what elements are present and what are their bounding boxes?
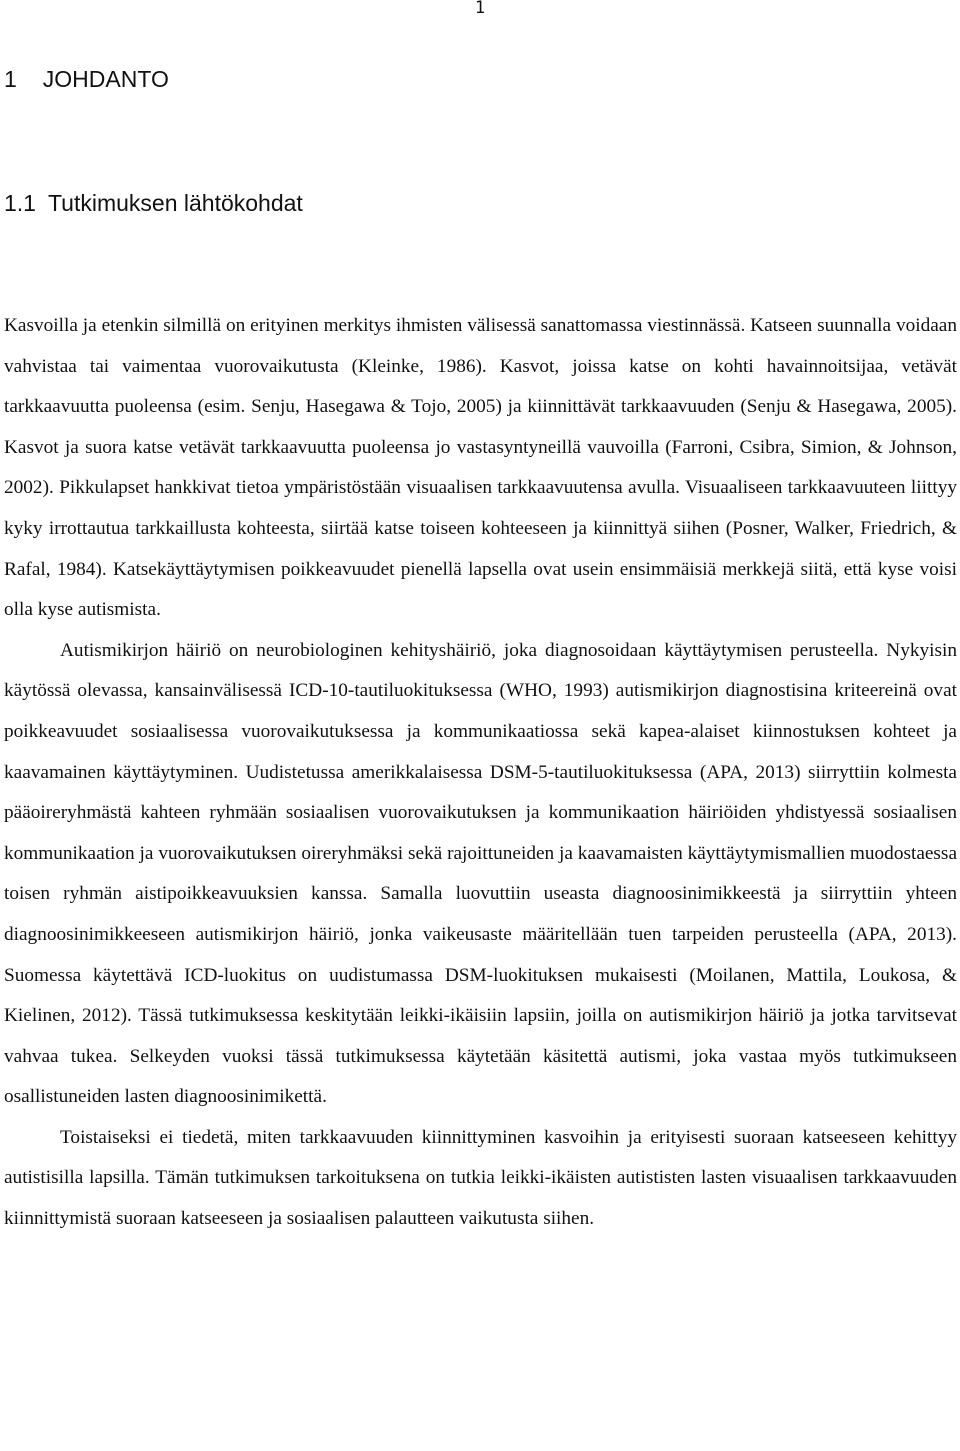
paragraph-1: Kasvoilla ja etenkin silmillä on erityinen merkitys ihmisten välisessä sanattomassa viestinnässä. Katseen suunnalla voidaan vahvistaa tai vaimentaa vuorovaikutusta (Kleinke, 1986). Kasvot, joissa katse on kohti havainnoitsijaa, vetävät tarkkaavuutta puoleensa (esim. Senju, Hasegawa & Tojo, 2005) ja kiinnittävät tarkkaavuuden (Senju & Hasegawa, 2005). Kasvot ja suora katse vetävät tarkkaavuutta puoleensa jo vastasyntyneillä vauvoilla (Farroni, Csibra, Simion, & Johnson, 2002). Pikkulapset hankkivat tietoa ympäristöstään visuaalisen tarkkaavuutensa avulla. Visuaaliseen tarkkaavuuteen liittyy kyky irrottautua tarkkaillusta kohteesta, siirtää katse toiseen kohteeseen ja kiinnittyä siihen (Posner, Walker, Friedrich, & Rafal, 1984). Katsekäyttäytymisen poikkeavuudet pienellä lapsella ovat usein ensimmäisiä merkkejä siitä, että kyse voisi olla kyse autismista. (4, 315, 957, 621)
body-text (4, 306, 957, 1240)
section-heading (4, 188, 303, 218)
paragraph-3: Toistaiseksi ei tiedetä, miten tarkkaavuuden kiinnittyminen kasvoihin ja erityisesti suoraan katseeseen kehittyy autistisilla lapsilla. Tämän tutkimuksen tarkoituksena on tutkia leikki-ikäisten autististen lasten visuaalisen tarkkaavuuden kiinnittymistä suoraan katseeseen ja sosiaalisen palautteen vaikutusta siihen. (4, 1126, 957, 1230)
paragraph-2: Autismikirjon häiriö on neurobiologinen kehityshäiriö, joka diagnosoidaan käyttäytymisen perusteella. Nykyisin käytössä olevassa, kansainvälisessä ICD-10-tautiluokituksessa (WHO, 1993) autismikirjon diagnostisina kriteereinä ovat poikkeavuudet sosiaalisessa vuorovaikutuksessa ja kommunikaatiossa sekä kapea-alaiset kiinnostuksen kohteet ja kaavamainen käyttäytyminen. Uudistetussa amerikkalaisessa DSM-5-tautiluokituksessa (APA, 2013) siirryttiin kolmesta pääoireryhmästä kahteen ryhmään sosiaalisen vuorovaikutuksen ja kommunikaation häiriöiden yhdistyessä sosiaalisen kommunikaation ja vuorovaikutuksen oireryhmäksi sekä rajoittuneiden ja kaavamaisten käyttäytymismallien muodostaessa toisen ryhmän aistipoikkeavuuksien kanssa. Samalla luovuttiin useasta diagnoosinimikkeestä ja siirryttiin yhteen diagnoosinimikkeeseen autismikirjon häiriö, jonka vaikeusaste määritellään tuen tarpeiden perusteella (APA, 2013). Suomessa käytettävä ICD-luokitus on uudistumassa DSM-luokituksen mukaisesti (Moilanen, Mattila, Loukosa, & Kielinen, 2012). Tässä tutkimuksessa keskitytään leikki-ikäisiin lapsiin, joilla on autismikirjon häiriö ja jotka tarvitsevat vahvaa tukea. Selkeyden vuoksi tässä tutkimuksessa käytetään käsitettä autismi, joka vastaa myös tutkimukseen osallistuneiden lasten diagnoosinimikettä. (4, 639, 957, 1108)
page-number: 1 (474, 0, 486, 18)
chapter-heading (4, 64, 169, 94)
chapter-number: 1 (4, 66, 17, 92)
section-title: Tutkimuksen lähtökohdat (47, 190, 303, 216)
chapter-title: JOHDANTO (42, 66, 169, 92)
section-number: 1.1 (4, 190, 36, 216)
